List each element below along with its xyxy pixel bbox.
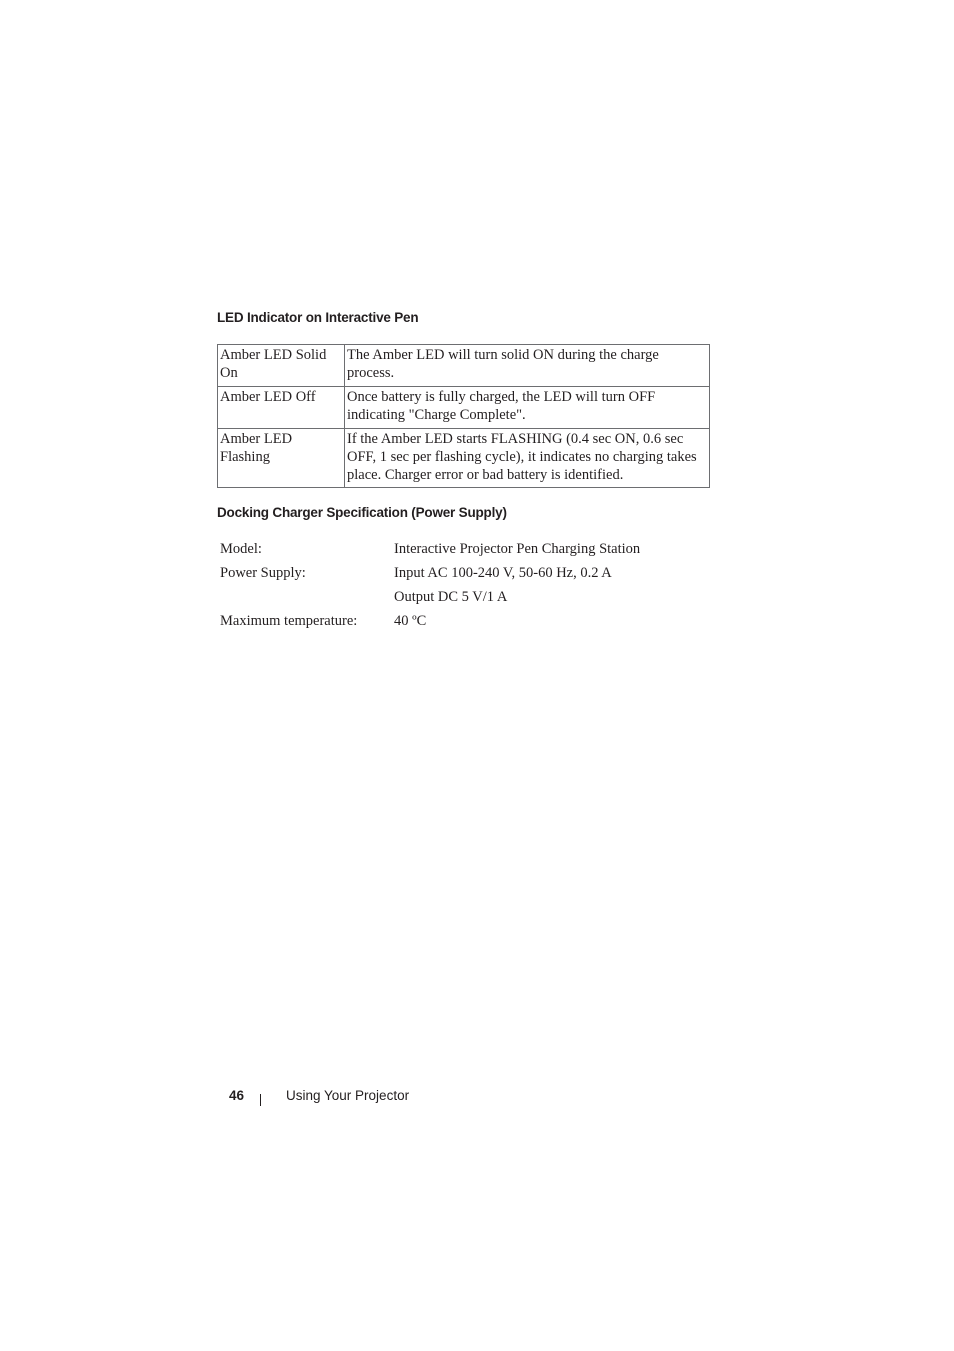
led-description-cell: Once battery is fully charged, the LED will turn OFF indicating "Charge Complete". xyxy=(345,387,710,429)
table-row xyxy=(218,387,710,429)
led-description-cell: The Amber LED will turn solid ON during the charge process. xyxy=(345,345,710,387)
spec-label: Maximum temperature: xyxy=(220,613,358,629)
footer-section-title: Using Your Projector xyxy=(286,1088,410,1103)
page-number: 46 xyxy=(229,1088,245,1103)
led-state-cell: Amber LED Solid On xyxy=(218,345,345,387)
led-indicator-heading: LED Indicator on Interactive Pen xyxy=(217,310,419,325)
led-description-cell: If the Amber LED starts FLASHING (0.4 sec ON, 0.6 sec OFF, 1 sec per flashing cycle), it indicates no charging takes place. Charger error or bad battery is identified. xyxy=(345,429,710,488)
spec-value: Output DC 5 V/1 A xyxy=(394,589,508,605)
led-state-cell: Amber LED Flashing xyxy=(218,429,345,488)
led-indicator-table xyxy=(217,344,710,488)
footer-divider xyxy=(260,1094,261,1106)
table-row xyxy=(218,345,710,387)
spec-value: Interactive Projector Pen Charging Station xyxy=(394,541,641,557)
spec-value: 40 ºC xyxy=(394,613,427,629)
spec-label: Model: xyxy=(220,541,262,557)
spec-label: Power Supply: xyxy=(220,565,306,581)
spec-value: Input AC 100-240 V, 50-60 Hz, 0.2 A xyxy=(394,565,612,581)
table-row xyxy=(218,429,710,488)
led-state-cell: Amber LED Off xyxy=(218,387,345,429)
docking-charger-heading: Docking Charger Specification (Power Supply) xyxy=(217,505,507,520)
